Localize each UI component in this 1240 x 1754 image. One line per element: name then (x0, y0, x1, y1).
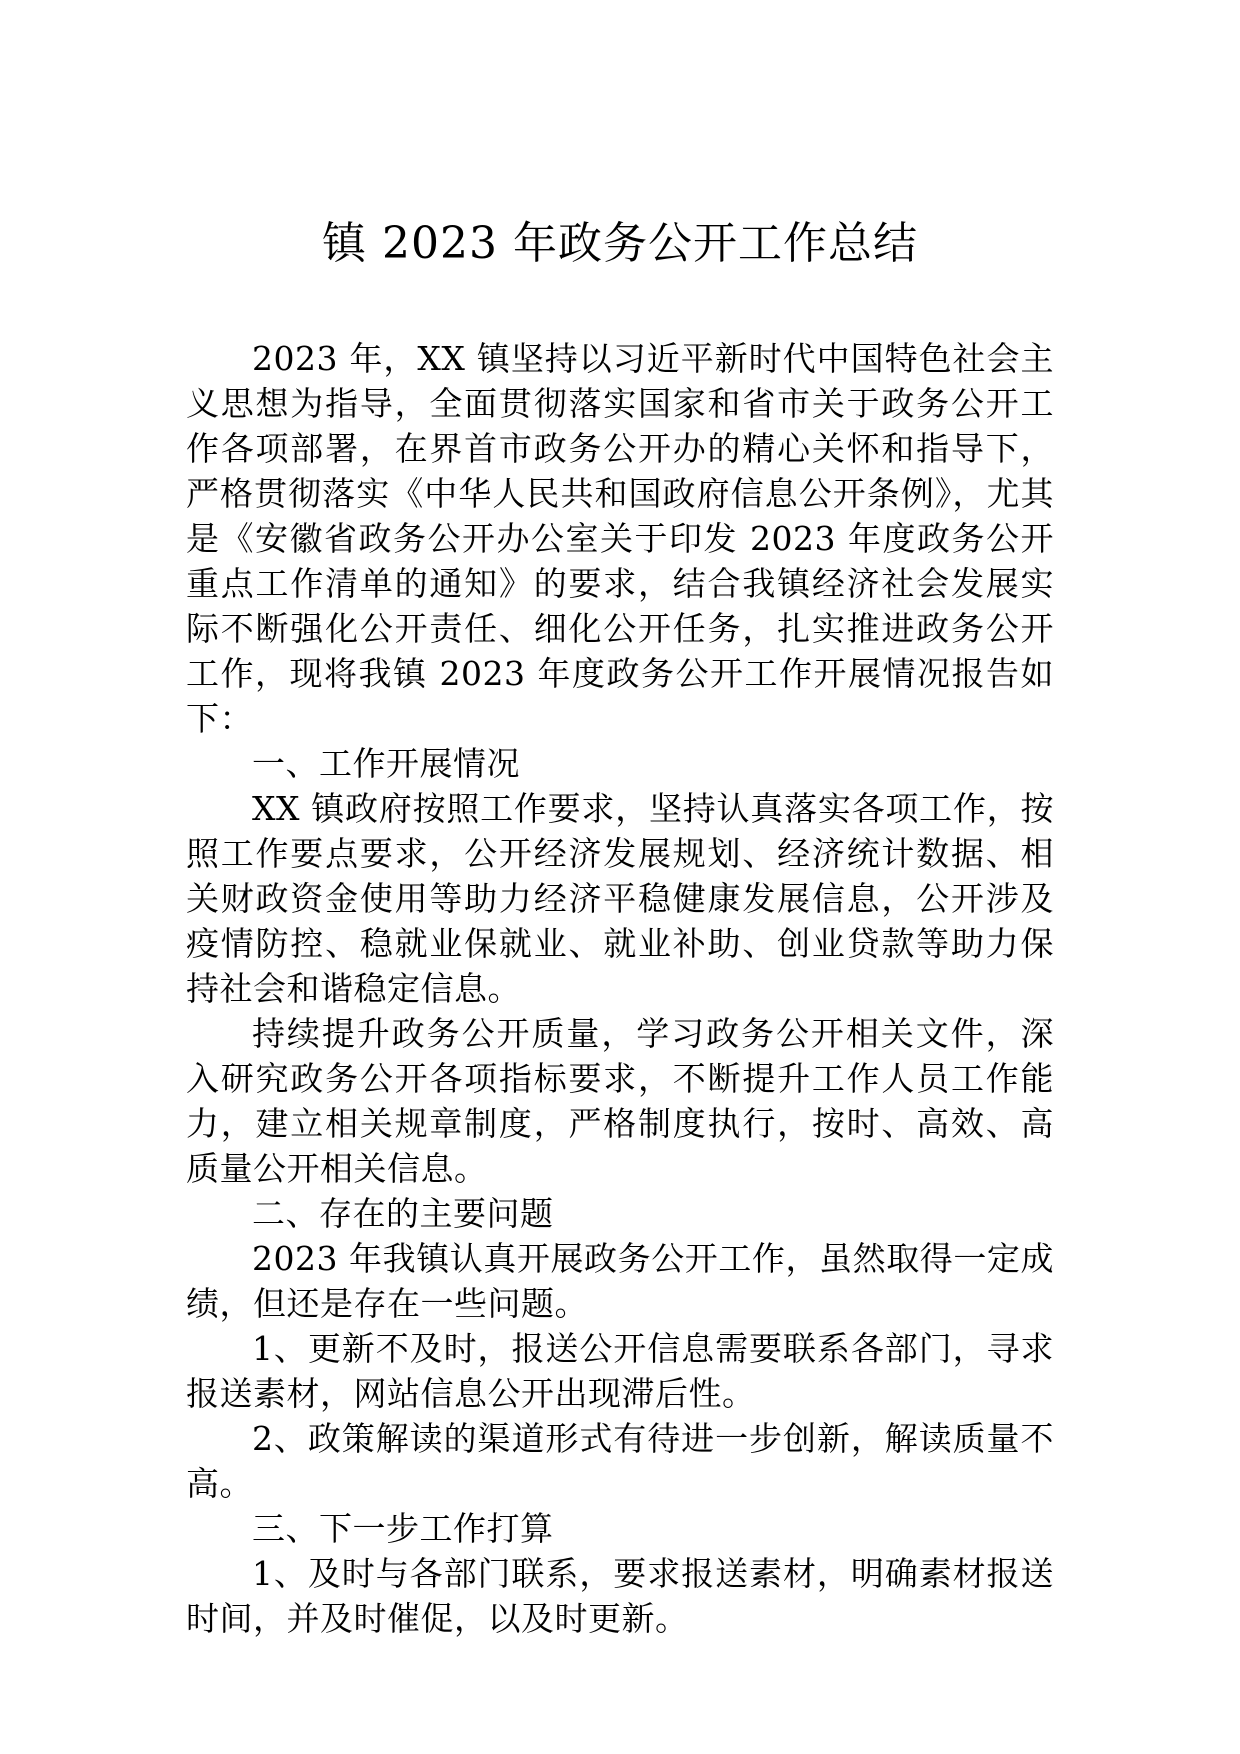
paragraph-problem-2: 2、政策解读的渠道形式有待进一步创新，解读质量不高。 (186, 1419, 1054, 1503)
document-body (186, 336, 1054, 1641)
paragraph-quality: 持续提升政务公开质量，学习政务公开相关文件，深入研究政务公开各项指标要求，不断提升工作人员工作能力，建立相关规章制度，严格制度执行，按时、高效、高质量公开相关信息。 (186, 1014, 1054, 1188)
paragraph-problem-1: 1、更新不及时，报送公开信息需要联系各部门，寻求报送素材，网站信息公开出现滞后性。 (186, 1329, 1054, 1413)
document-title: 镇 2023 年政务公开工作总结 (322, 218, 918, 269)
section-heading-2: 二、存在的主要问题 (252, 1194, 554, 1233)
section-heading-1: 一、工作开展情况 (252, 744, 520, 783)
paragraph-plan-1: 1、及时与各部门联系，要求报送素材，明确素材报送时间，并及时催促，以及时更新。 (186, 1554, 1054, 1638)
paragraph-intro: 2023 年，XX 镇坚持以习近平新时代中国特色社会主义思想为指导，全面贯彻落实国家和省市关于政务公开工作各项部署，在界首市政务公开办的精心关怀和指导下，严格贯彻落实《中华人民共和国政府信息公开条例》，尤其是《安徽省政务公开办公室关于印发 2023 年度政务公开重点工作清单的通知》的要求，结合我镇经济社会发展实际不断强化公开责任、细化公开任务，扎实推进政务公开工作，现将我镇 2023 年度政务公开工作开展情况报告如下： (186, 339, 1054, 738)
paragraph-work-progress: XX 镇政府按照工作要求，坚持认真落实各项工作，按照工作要点要求，公开经济发展规划、经济统计数据、相关财政资金使用等助力经济平稳健康发展信息，公开涉及疫情防控、稳就业保就业、就业补助、创业贷款等助力保持社会和谐稳定信息。 (186, 789, 1054, 1008)
paragraph-problems: 2023 年我镇认真开展政务公开工作，虽然取得一定成绩，但还是存在一些问题。 (186, 1239, 1054, 1323)
section-heading-3: 三、下一步工作打算 (252, 1509, 554, 1548)
